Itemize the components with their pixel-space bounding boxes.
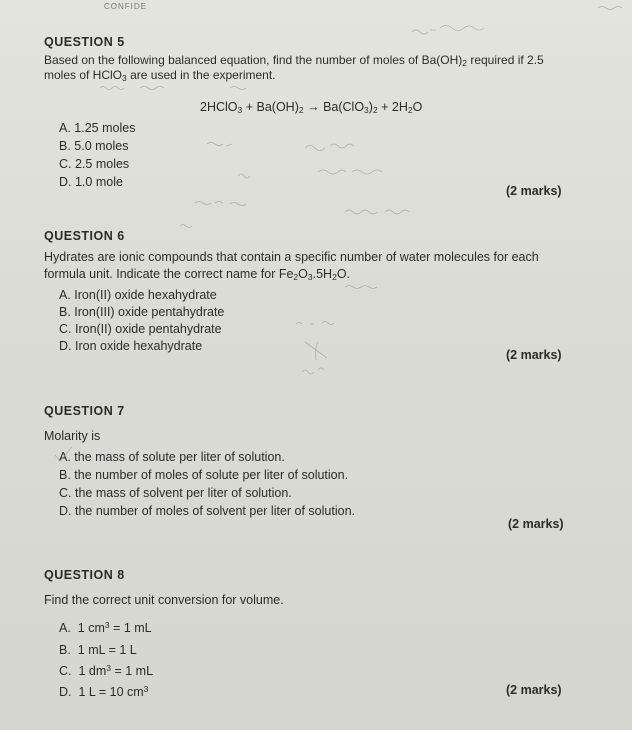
q7-option-c[interactable]: C. the mass of solvent per liter of solution. [59,486,292,500]
q6-option-c[interactable]: C. Iron(II) oxide pentahydrate [59,322,222,336]
q7-option-d[interactable]: D. the number of moles of solvent per liter of solution. [59,504,355,518]
q5-option-a[interactable]: A. 1.25 moles [59,121,136,135]
confidential-header: CONFIDE [104,2,147,11]
q6-stem-line1: Hydrates are ionic compounds that contain a specific number of water molecules for each [44,250,539,264]
q8-stem: Find the correct unit conversion for volume. [44,593,284,607]
q6-stem-line2: formula unit. Indicate the correct name for $Fe_2O_3.5H_2O$. [44,267,351,282]
q5-option-c[interactable]: C. 2.5 moles [59,157,130,171]
q8-marks: (2 marks) [506,683,562,697]
q6-option-a[interactable]: A. Iron(II) oxide hexahydrate [59,288,217,302]
q7-marks: (2 marks) [508,517,564,531]
q6-title: QUESTION 6 [44,229,125,243]
q8-option-a[interactable]: A. 1 $cm^3 = 1$ mL [59,620,152,635]
q7-option-b[interactable]: B. the number of moles of solute per liter of solution. [59,468,349,482]
q5-stem-line2: moles of HClO$_3$ are used in the experiment. [44,68,276,83]
q6-option-b[interactable]: B. Iron(III) oxide pentahydrate [59,305,225,319]
q5-marks: (2 marks) [506,184,562,198]
q5-option-b[interactable]: B. 5.0 moles [59,139,129,153]
q6-option-d[interactable]: D. Iron oxide hexahydrate [59,339,203,353]
q6-marks: (2 marks) [506,348,562,362]
q8-title: QUESTION 8 [44,568,125,582]
q8-option-c[interactable]: C. 1 $dm^3 = 1$ mL [59,663,154,678]
q7-title: QUESTION 7 [44,404,125,418]
q8-option-d[interactable]: D. 1 L = 10 $cm^3$ [59,684,149,699]
q5-option-d[interactable]: D. 1.0 mole [59,175,123,189]
q7-stem: Molarity is [44,429,101,443]
q8-option-b[interactable]: B. 1 mL = 1 L [59,643,137,657]
q5-stem-line1: Based on the following balanced equation, find the number of moles of $Ba(OH)_2$ required if 2.5 [44,53,544,68]
q5-title: QUESTION 5 [44,35,125,49]
q5-equation: 2HClO$_3$ + $Ba(OH)_2 \to Ba(ClO_3)_2 + 2H_2O$ [200,100,423,115]
q7-option-a[interactable]: A. the mass of solute per liter of solution. [59,450,285,464]
